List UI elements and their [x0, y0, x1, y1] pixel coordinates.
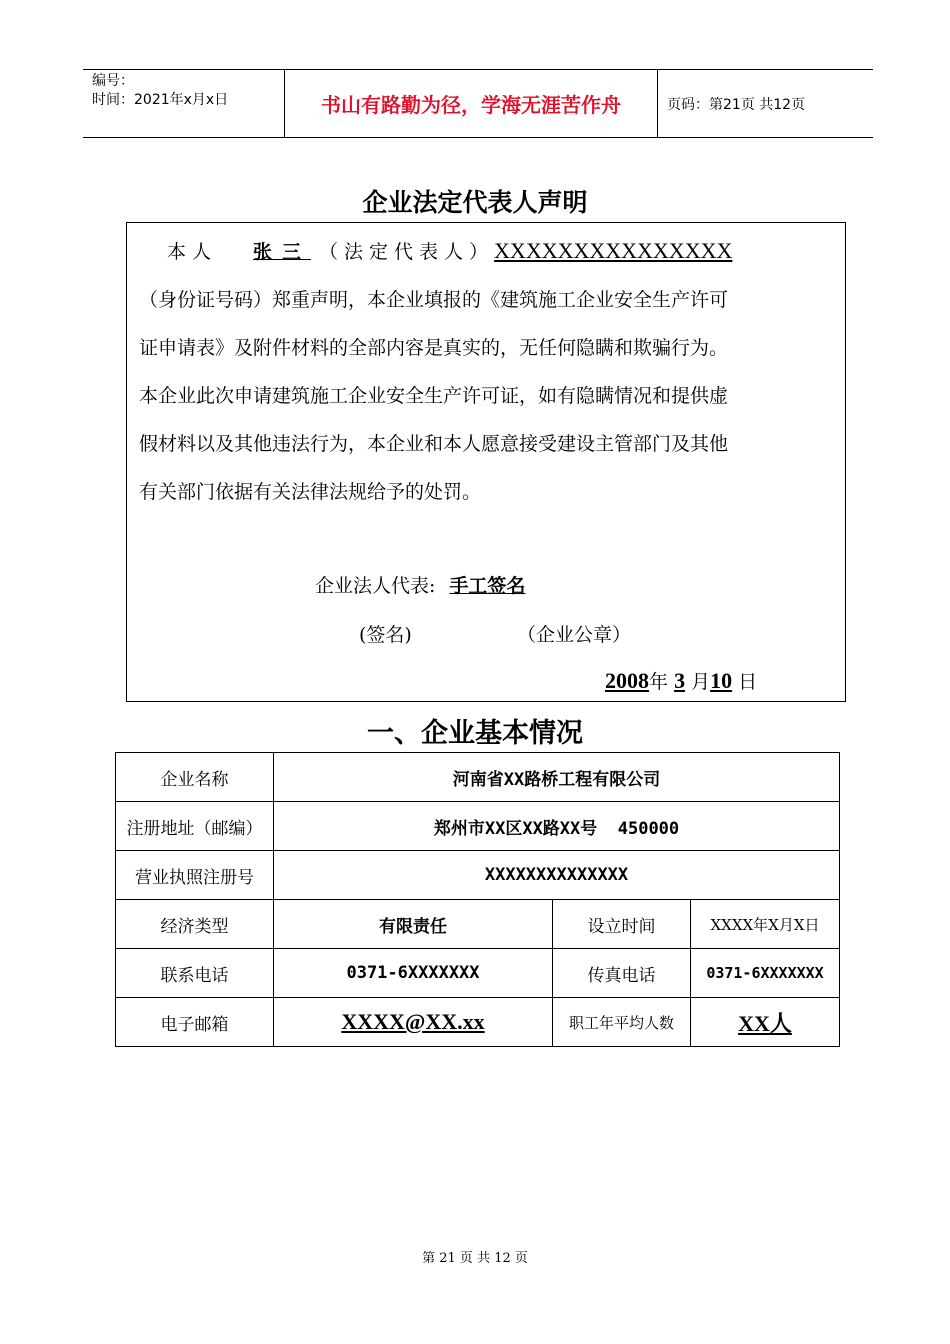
rep-label: 企业法人代表:: [315, 575, 436, 597]
name-value: 河南省XX路桥工程有限公司: [274, 753, 840, 802]
fax-value: 0371-6XXXXXXX: [691, 949, 840, 998]
table-row: [116, 998, 840, 1047]
type-value: 有限责任: [274, 900, 553, 949]
staff-label: 职工年平均人数: [553, 998, 691, 1047]
signature-line: [315, 571, 525, 598]
staff-value: XX人: [691, 998, 840, 1047]
time-label: 时间：2021年x月x日: [92, 92, 229, 108]
table-row: [116, 949, 840, 998]
declaration-first-line: [167, 237, 732, 264]
type-label: 经济类型: [116, 900, 274, 949]
email-label: 电子邮箱: [116, 998, 274, 1047]
fax-label: 传真电话: [553, 949, 691, 998]
table-row: [116, 802, 840, 851]
header-meta: [83, 70, 285, 137]
founded-value: XXXX年X月X日: [691, 900, 840, 949]
header-page-info: 页码：第21页 共12页: [667, 96, 806, 113]
declaration-title: 企业法定代表人声明: [362, 188, 588, 217]
license-value: XXXXXXXXXXXXXX: [274, 851, 840, 900]
address-label: 注册地址（邮编）: [116, 802, 274, 851]
sign-note: (签名): [359, 624, 412, 646]
declaration-body-line: （身份证号码）郑重声明，本企业填报的《建筑施工企业安全生产许可: [139, 289, 729, 311]
date-day-unit: 日: [738, 671, 758, 693]
id-number: XXXXXXXXXXXXXXX: [494, 238, 733, 263]
table-row: [116, 753, 840, 802]
seal-note: （企业公章）: [517, 624, 632, 646]
name-label: 企业名称: [116, 753, 274, 802]
date-month: 3: [674, 668, 686, 693]
date-year: 2008: [605, 668, 649, 693]
page-footer: 第 21 页 共 12 页: [422, 1251, 528, 1266]
date-year-unit: 年: [649, 671, 669, 693]
declaration-body-line: 假材料以及其他违法行为，本企业和本人愿意接受建设主管部门及其他: [139, 433, 729, 455]
date-day: 10: [710, 668, 733, 693]
page-header: [83, 69, 873, 138]
declaration-body-line: 证申请表》及附件材料的全部内容是真实的，无任何隐瞒和欺骗行为。: [139, 337, 729, 359]
declaration-box: [126, 222, 846, 702]
intro-prefix: 本人: [167, 241, 218, 263]
license-label: 营业执照注册号: [116, 851, 274, 900]
declaration-body-line: 本企业此次申请建筑施工企业安全生产许可证，如有隐瞒情况和提供虚: [139, 385, 729, 407]
founded-label: 设立时间: [553, 900, 691, 949]
representative-name: 张三: [253, 241, 312, 263]
signature: 手工签名: [449, 575, 526, 597]
section-title: 一、企业基本情况: [367, 718, 583, 749]
email-value: XXXX@XX.xx: [274, 998, 553, 1047]
role-text: （法定代表人）: [319, 241, 495, 263]
table-row: [116, 900, 840, 949]
enterprise-info-table: [115, 752, 840, 1047]
declaration-body-line: 有关部门依据有关法律法规给予的处罚。: [139, 481, 482, 503]
number-label: 编号：: [92, 73, 134, 89]
date-month-unit: 月: [691, 671, 711, 693]
address-value: 郑州市XX区XX路XX号 450000: [274, 802, 840, 851]
header-slogan: 书山有路勤为径，学海无涯苦作舟: [285, 70, 658, 137]
phone-value: 0371-6XXXXXXX: [274, 949, 553, 998]
phone-label: 联系电话: [116, 949, 274, 998]
table-row: [116, 851, 840, 900]
declaration-date: [605, 667, 757, 694]
